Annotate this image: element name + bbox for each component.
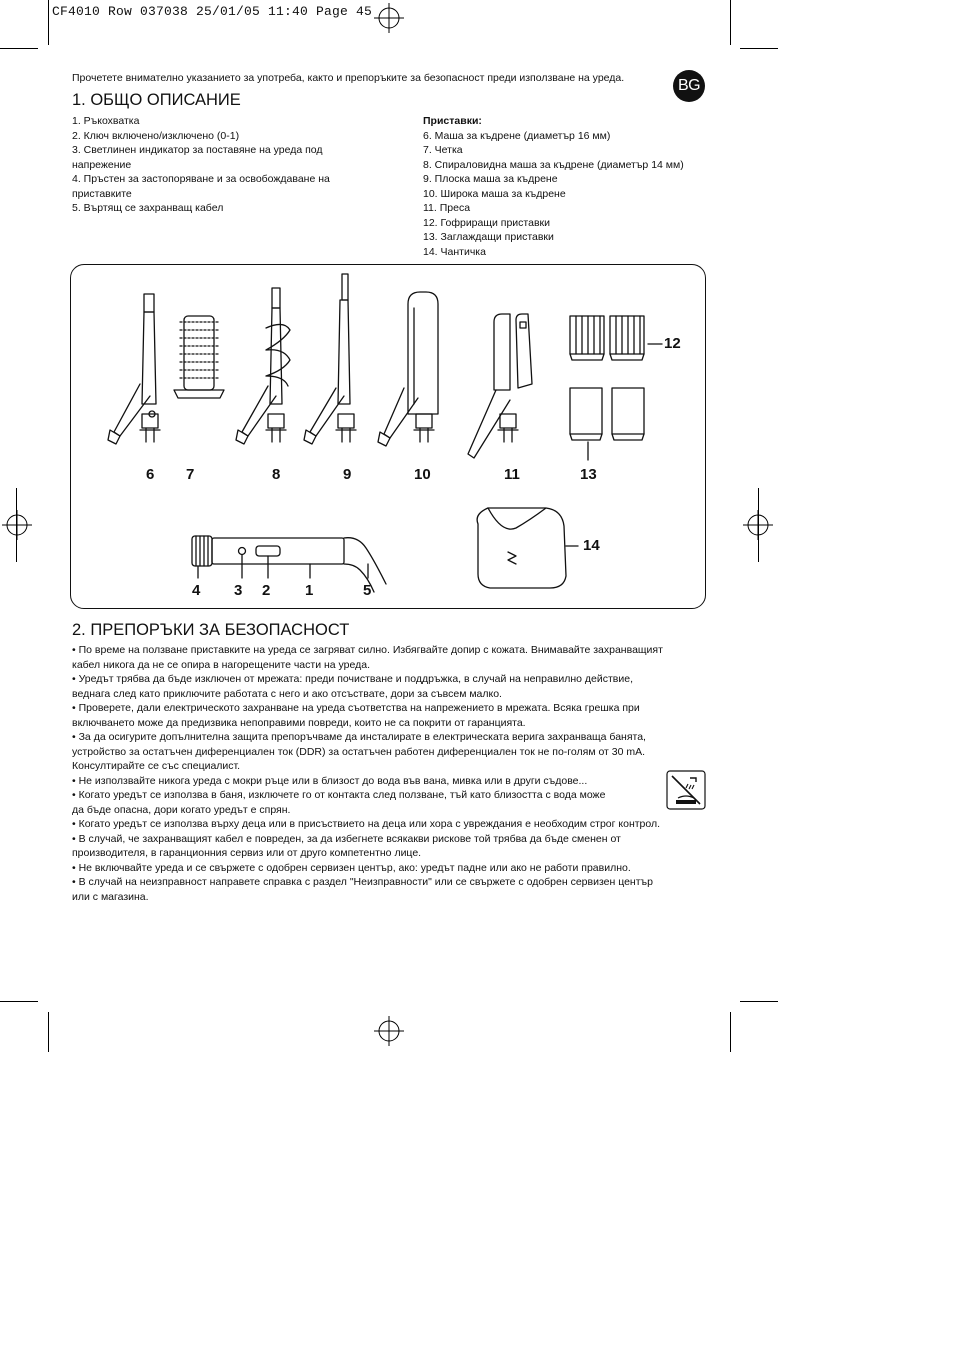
safety-text (72, 643, 712, 904)
crop-mark-top-right-h (740, 48, 778, 49)
diagram-label-1: 1 (305, 582, 314, 599)
list-item: 11. Преса (423, 202, 471, 214)
brush-illustration (174, 316, 224, 398)
crop-mark-bottom-left-v (48, 1012, 49, 1052)
text-line: • Не включвайте уреда и се свържете с одобрен сервизен център, ако: уредът падне или ако не работи правилно. (72, 861, 631, 874)
list-item: 5. Въртящ се захранващ кабел (72, 202, 224, 214)
diagram-label-3: 3 (234, 582, 243, 599)
crop-mark-top-left-h (0, 48, 38, 49)
list-item: 14. Чантичка (423, 245, 486, 258)
diagram-label-14: 14 (583, 537, 600, 554)
text-line: веднага след като приключите работата с него и ако отсъствате, дори за съвсем малко. (72, 687, 502, 700)
text-line: включването може да предизвика непоправими повреди, които не са покрити от гаранцията. (72, 716, 526, 729)
print-slug: CF4010 Row 037038 25/01/05 11:40 Page 45 (52, 4, 373, 19)
list-item: 7. Четка (423, 144, 463, 156)
handle-unit-illustration (192, 536, 386, 592)
spiral-curling-iron-illustration (236, 288, 290, 444)
list-item: 3. Светлинен индикатор за поставяне на уреда под (72, 144, 323, 156)
diagram-label-2: 2 (262, 582, 271, 599)
registration-mark-icon (2, 510, 32, 540)
crop-mark-bottom-right-h (740, 1001, 778, 1002)
crop-mark-mid-left-v (16, 488, 17, 562)
list-item: 9. Плоска маша за къдрене (423, 173, 558, 185)
list-item: 8. Спираловидна маша за къдрене (диаметър 14 мм) (423, 158, 684, 171)
curling-iron-16mm-illustration (108, 294, 160, 444)
diagram-label-13: 13 (580, 466, 597, 483)
hair-press-illustration (468, 314, 532, 458)
registration-mark-icon (374, 3, 404, 33)
diagram-label-9: 9 (343, 466, 352, 483)
storage-pouch-illustration (477, 508, 578, 588)
text-line: производителя, в гаранционния сервиз или от друго компетентно лице. (72, 847, 422, 859)
diagram-label-6: 6 (146, 466, 155, 483)
crop-mark-bottom-right-v (730, 1012, 731, 1052)
crop-mark-top-right-v (730, 0, 731, 45)
text-line: • В случай на неизправност направете справка с раздел "Неизправности" или се свържете с одобрен сервизен център (72, 876, 653, 888)
text-line: кабел никога да не се опира в нагорещените части на уреда. (72, 658, 370, 671)
text-line: или с магазина. (72, 890, 149, 903)
product-diagram (70, 264, 706, 609)
text-line: • Не използвайте никога уреда с мокри ръце или в близост до вода във вана, мивка или в други съдове... (72, 774, 588, 787)
text-line: устройство за остатъчен диференциален ток (DDR) за остатъчен работен диференциален ток не по-голям от 30 mA. (72, 745, 646, 758)
diagram-label-8: 8 (272, 466, 281, 483)
list-item: 13. Заглаждащи приставки (423, 231, 554, 243)
smoothing-plates-illustration (570, 388, 644, 460)
list-item: 4. Пръстен за застопоряване и за освобождаване на (72, 173, 330, 185)
list-item: 6. Маша за къдрене (диаметър 16 мм) (423, 129, 611, 142)
wide-curling-iron-illustration (378, 292, 438, 446)
list-item: 1. Ръкохватка (72, 115, 140, 127)
list-item: 12. Гофриращи приставки (423, 216, 550, 229)
crimping-plates-illustration (570, 316, 662, 360)
list-item: 2. Ключ включено/изключено (0-1) (72, 129, 240, 142)
flat-curling-iron-illustration (304, 274, 356, 444)
diagram-label-7: 7 (186, 466, 195, 483)
parts-list (72, 114, 330, 216)
diagram-label-10: 10 (414, 466, 431, 483)
diagram-label-5: 5 (363, 582, 372, 599)
no-shower-water-icon (666, 770, 706, 810)
crop-mark-mid-right-v (758, 488, 759, 562)
section-title-general-description: 1. ОБЩО ОПИСАНИЕ (72, 91, 241, 109)
list-item: напрежение (72, 158, 132, 171)
text-line: • Уредът трябва да бъде изключен от мрежата: преди почистване и поддръжка, в случай на неправилно действие, (72, 673, 634, 685)
list-item: 10. Широка маша за къдрене (423, 187, 566, 200)
text-line: • Когато уредът се използва върху деца или в присъствието на деца или хора с увреждания е необходим строг контрол. (72, 818, 661, 830)
diagram-label-4: 4 (192, 582, 201, 599)
crop-mark-bottom-left-h (0, 1001, 38, 1002)
attachments-list (423, 114, 684, 259)
text-line: Консултирайте се със специалист. (72, 760, 241, 772)
text-line: • По време на ползване приставките на уреда се загряват силно. Избягвайте допир с кожата. Внимавайте захранващият (72, 644, 663, 656)
list-item: приставките (72, 187, 132, 200)
text-line: • Проверете, дали електрическото захранване на уреда съответства на напрежението в мрежата. Всяка грешка при (72, 702, 640, 714)
intro-text: Прочетете внимателно указанието за употреба, както и препоръките за безопасност преди използване на уреда. (72, 72, 625, 84)
text-line: • Когато уредът се използва в баня, изключете го от контакта след ползване, тъй като близостта с вода може (72, 789, 606, 801)
attachments-title: Приставки: (423, 115, 482, 127)
text-line: да бъде опасна, дори когато уредът е спрян. (72, 803, 291, 816)
crop-mark-top-left-v (48, 0, 49, 45)
section-title-safety: 2. ПРЕПОРЪКИ ЗА БЕЗОПАСНОСТ (72, 621, 350, 639)
text-line: • В случай, че захранващият кабел е повреден, за да избегнете всякакви рискове той трябва да бъде сменен от (72, 832, 621, 845)
diagram-label-11: 11 (504, 466, 520, 483)
text-line: • За да осигурите допълнителна защита препоръчваме да инсталирате в електрическата верига захранваща банята, (72, 731, 646, 743)
registration-mark-icon (374, 1016, 404, 1046)
language-badge: BG (673, 70, 705, 102)
diagram-label-12: 12 (664, 335, 681, 352)
